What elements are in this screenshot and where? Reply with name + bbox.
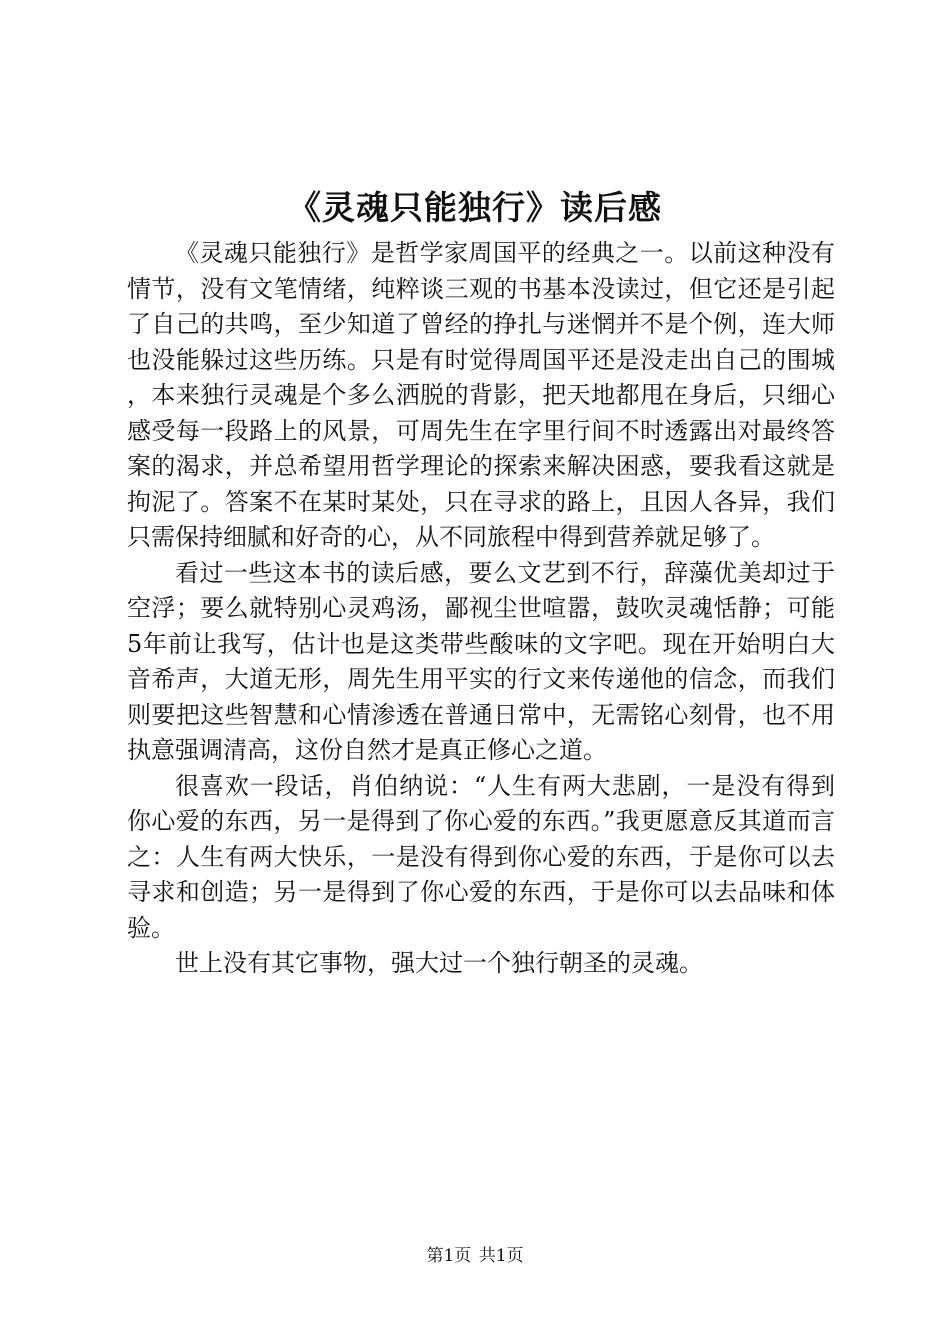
document-body <box>127 236 835 982</box>
paragraph-2: 看过一些这本书的读后感，要么文艺到不行，辞藻优美却过于空浮；要么就特别心灵鸡汤，鄙视尘世喧嚣，鼓吹灵魂恬静；可能5年前让我写，估计也是这类带些酸味的文字吧。现在开始明白大音希声，大道无形，周先生用平实的行文来传递他的信念，而我们则要把这些智慧和心情渗透在普通日常中，无需铭心刻骨，也不用执意强调清高，这份自然才是真正修心之道。 <box>127 558 835 764</box>
page-footer <box>0 1245 950 1267</box>
page-total: 共1页 <box>478 1246 524 1266</box>
document-title: 《灵魂只能独行》读后感 <box>288 188 662 227</box>
paragraph-4: 世上没有其它事物，强大过一个独行朝圣的灵魂。 <box>175 949 703 977</box>
paragraph-3: 很喜欢一段话，肖伯纳说：“人生有两大悲剧，一是没有得到你心爱的东西，另一是得到了你心爱的东西。”我更愿意反其道而言之：人生有两大快乐，一是没有得到你心爱的东西，于是你可以去寻求和创造；另一是得到了你心爱的东西，于是你可以去品味和体验。 <box>127 771 835 942</box>
paragraph-1: 《灵魂只能独行》是哲学家周国平的经典之一。以前这种没有情节，没有文笔情绪，纯粹谈三观的书基本没读过，但它还是引起了自己的共鸣，至少知道了曾经的挣扎与迷惘并不是个例，连大师也没能躲过这些历练。只是有时觉得周国平还是没走出自己的围城，本来独行灵魂是个多么洒脱的背影，把天地都甩在身后，只细心感受每一段路上的风景，可周先生在字里行间不时透露出对最终答案的渴求，并总希望用哲学理论的探索来解决困惑，要我看这就是拘泥了。答案不在某时某处，只在寻求的路上，且因人各异，我们只需保持细腻和好奇的心，从不同旅程中得到营养就足够了。 <box>127 239 835 551</box>
page-number: 第1页 <box>426 1246 472 1266</box>
